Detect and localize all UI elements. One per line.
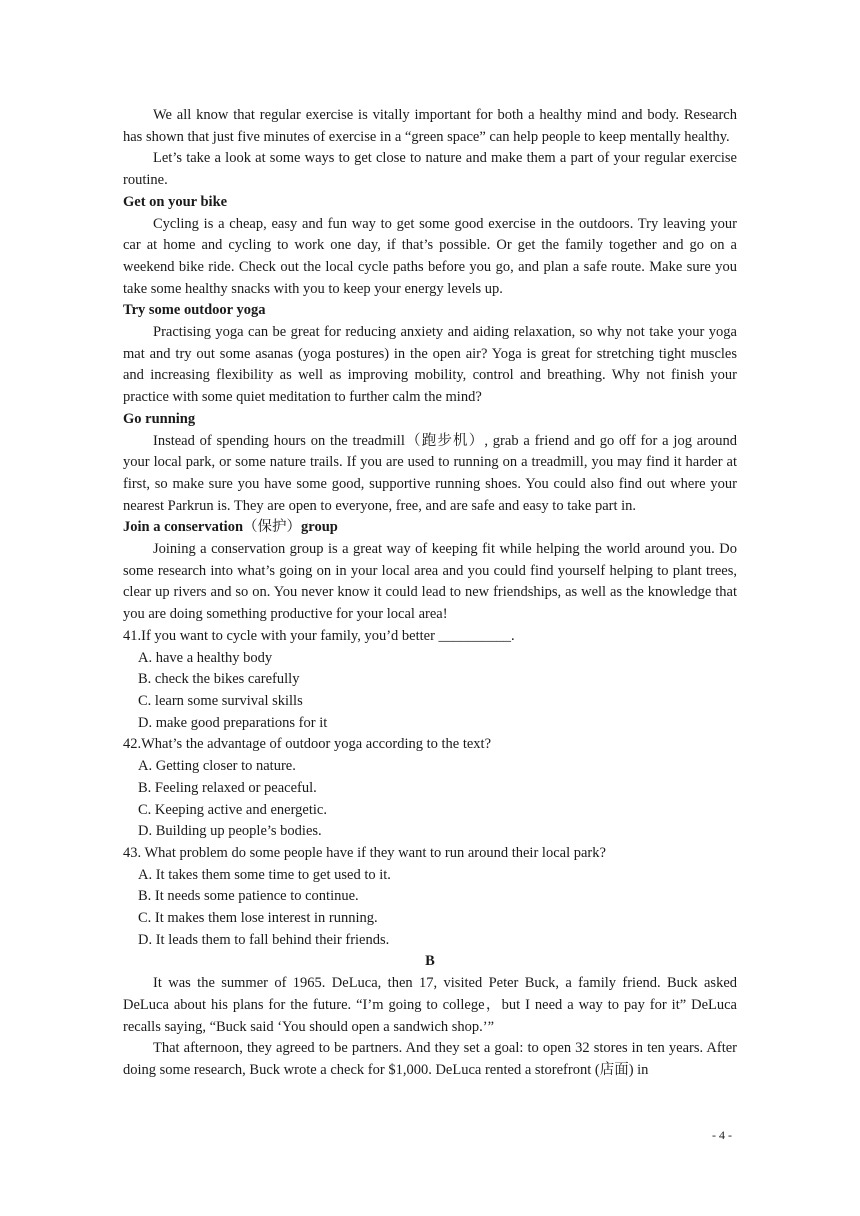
heading-part-1: Join a conservation <box>123 519 244 536</box>
option-c: C. Keeping active and energetic. <box>138 801 327 818</box>
question-42 <box>123 734 737 843</box>
option-b: B. Feeling relaxed or peaceful. <box>138 779 317 796</box>
passage-a-paragraph-5: Instead of spending hours on the treadmill（跑步机）, grab a friend and go off for a jog around your local park, or some nature trails. If you are used to running on a treadmill, you may find it harder at first, so make sure you have some good, supportive running shoes. You could also find out where your nearest Parkrun is. They are open to everyone, free, and are safe and easy to take part in. <box>123 432 737 514</box>
section-heading-running: Go running <box>123 410 196 427</box>
option-d: D. Building up people’s bodies. <box>138 823 322 840</box>
section-heading-bike: Get on your bike <box>123 193 228 210</box>
passage-b-title: B <box>425 953 435 970</box>
question-stem: 42.What’s the advantage of outdoor yoga according to the text? <box>123 736 492 753</box>
question-43 <box>123 843 737 952</box>
option-b: B. check the bikes carefully <box>138 671 300 688</box>
option-b: B. It needs some patience to continue. <box>138 888 359 905</box>
page-number: - 4 - <box>712 1128 732 1142</box>
option-a: A. have a healthy body <box>138 649 273 666</box>
passage-a-paragraph-6: Joining a conservation group is a great way of keeping fit while helping the world around you. Do some research into what’s going on in your local area and you could find yourself helping to plant trees, clear up rivers and so on. You never know it could lead to new friendships, as well as the knowledge that you are doing something productive for your local area! <box>123 541 737 623</box>
heading-part-2: group <box>301 519 338 536</box>
section-heading-conservation <box>123 517 737 539</box>
document-page <box>123 105 737 1082</box>
option-d: D. It leads them to fall behind their friends. <box>138 931 390 948</box>
passage-a-paragraph-4: Practising yoga can be great for reducing anxiety and aiding relaxation, so why not take your yoga mat and try out some asanas (yoga postures) in the open air? Yoga is great for stretching tight muscles and increasing flexibility as well as improving mobility, control and breathing. Why not finish your practice with some quiet meditation to further calm the mind? <box>123 324 737 406</box>
option-d: D. make good preparations for it <box>138 714 328 731</box>
section-heading-yoga: Try some outdoor yoga <box>123 302 266 319</box>
option-c: C. It makes them lose interest in running. <box>138 910 378 927</box>
passage-b-paragraph-2: That afternoon, they agreed to be partners. And they set a goal: to open 32 stores in ten years. After doing some research, Buck wrote a check for $1,000. DeLuca rented a storefront (店面) in <box>123 1040 737 1078</box>
passage-b-paragraph-1: It was the summer of 1965. DeLuca, then 17, visited Peter Buck, a family friend. Buck asked DeLuca about his plans for the future. “I’m going to college，but I need a way to pay for it” DeLuca recalls saying, “Buck said ‘You should open a sandwich shop.’” <box>123 975 737 1035</box>
option-c: C. learn some survival skills <box>138 692 303 709</box>
heading-chinese-gloss: （保护） <box>243 519 302 536</box>
option-a: A. Getting closer to nature. <box>138 758 296 775</box>
passage-a-paragraph-3: Cycling is a cheap, easy and fun way to get some good exercise in the outdoors. Try leaving your car at home and cycling to work one day, if that’s possible. Or get the family together and go on a weekend bike ride. Check out the local cycle paths before you go, and plan a safe route. Make sure you take some healthy snacks with you to keep your energy levels up. <box>123 215 737 297</box>
question-stem: 41.If you want to cycle with your family, you’d better __________. <box>123 627 515 644</box>
option-a: A. It takes them some time to get used to it. <box>138 866 391 883</box>
passage-a-paragraph-2: Let’s take a look at some ways to get close to nature and make them a part of your regular exercise routine. <box>123 150 737 189</box>
passage-a-paragraph-1: We all know that regular exercise is vitally important for both a healthy mind and body. Research has shown that just five minutes of exercise in a “green space” can help people to keep mentally healthy. <box>123 107 737 145</box>
question-41 <box>123 626 737 735</box>
question-stem: 43. What problem do some people have if they want to run around their local park? <box>123 844 606 861</box>
